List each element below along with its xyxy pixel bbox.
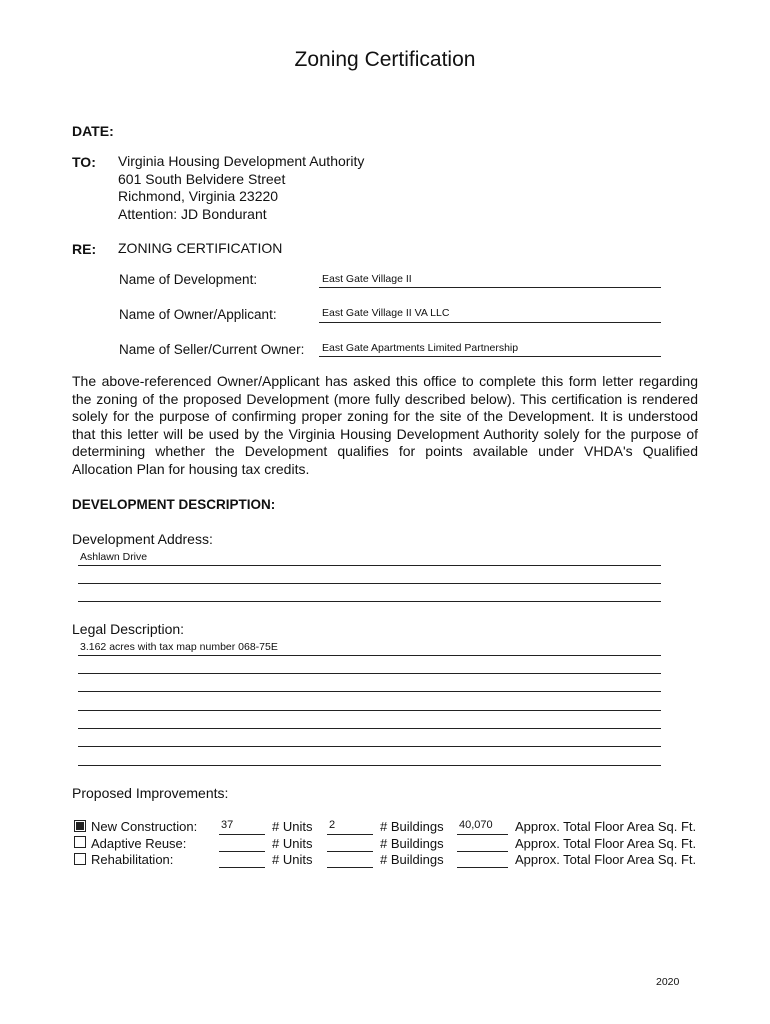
legal-line-4 — [78, 710, 661, 711]
development-description-heading: DEVELOPMENT DESCRIPTION: — [72, 497, 276, 512]
new-construction-units[interactable]: 37 — [221, 819, 234, 831]
re-subject: ZONING CERTIFICATION — [118, 240, 283, 256]
floor-area-line — [457, 867, 508, 868]
buildings-line — [327, 851, 373, 852]
recipient-address — [118, 153, 364, 223]
date-label: DATE: — [72, 123, 114, 139]
certification-paragraph: The above-referenced Owner/Applicant has asked this office to complete this form letter regarding the zoning of the proposed Development (more fully described below). This certification is rendered solely for the purpose of confirming proper zoning for the site of the Development. It is understood that this letter will be used by the Virginia Housing Development Authority solely for the purpose of determining whether the Development qualifies for points available under VHDA's Qualified Allocation Plan for housing tax credits. — [72, 373, 698, 477]
new-construction-checkbox[interactable] — [74, 820, 86, 832]
legal-description-label: Legal Description: — [72, 621, 185, 637]
recipient-line: Attention: JD Bondurant — [118, 205, 267, 222]
development-name-label: Name of Development: — [119, 272, 258, 287]
owner-applicant-value[interactable]: East Gate Village II VA LLC — [322, 307, 450, 319]
legal-line-1 — [78, 655, 661, 656]
address-line-3 — [78, 601, 661, 602]
floor-area-line — [457, 834, 508, 835]
buildings-line — [327, 867, 373, 868]
adaptive-reuse-label: Adaptive Reuse: — [91, 836, 187, 851]
page-title: Zoning Certification — [294, 48, 476, 71]
re-label: RE: — [72, 241, 97, 257]
new-construction-floor-area[interactable]: 40,070 — [459, 819, 493, 831]
recipient-line: Virginia Housing Development Authority — [118, 153, 365, 169]
units-label: # Units — [272, 836, 313, 851]
floor-area-label: Approx. Total Floor Area Sq. Ft. — [515, 836, 697, 851]
legal-line-2 — [78, 673, 661, 674]
address-line-2 — [78, 583, 661, 584]
owner-applicant-line — [319, 322, 661, 323]
legal-line-5 — [78, 728, 661, 729]
rehabilitation-label: Rehabilitation: — [91, 852, 174, 867]
seller-owner-line — [319, 356, 661, 357]
units-line — [219, 834, 265, 835]
new-construction-label: New Construction: — [91, 819, 198, 834]
legal-description-value[interactable]: 3.162 acres with tax map number 068-75E — [80, 641, 278, 653]
seller-owner-value[interactable]: East Gate Apartments Limited Partnership — [322, 342, 519, 354]
legal-line-6 — [78, 746, 661, 747]
recipient-line: Richmond, Virginia 23220 — [118, 188, 279, 204]
rehabilitation-checkbox[interactable] — [74, 853, 86, 865]
buildings-line — [327, 834, 373, 835]
to-label: TO: — [72, 154, 96, 170]
legal-line-3 — [78, 691, 661, 692]
development-address-label: Development Address: — [72, 531, 213, 547]
new-construction-buildings[interactable]: 2 — [329, 819, 336, 831]
floor-area-label: Approx. Total Floor Area Sq. Ft. — [515, 852, 697, 867]
floor-area-label: Approx. Total Floor Area Sq. Ft. — [515, 819, 697, 834]
address-line-1 — [78, 565, 661, 566]
legal-line-7 — [78, 765, 661, 766]
adaptive-reuse-checkbox[interactable] — [74, 836, 86, 848]
recipient-line: 601 South Belvidere Street — [118, 170, 286, 187]
proposed-improvements-label: Proposed Improvements: — [72, 785, 229, 801]
development-name-line — [319, 287, 661, 288]
seller-owner-label: Name of Seller/Current Owner: — [119, 342, 305, 357]
buildings-label: # Buildings — [380, 836, 444, 851]
buildings-label: # Buildings — [380, 852, 444, 867]
units-line — [219, 851, 265, 852]
development-address-value[interactable]: Ashlawn Drive — [80, 551, 148, 563]
units-line — [219, 867, 265, 868]
buildings-label: # Buildings — [380, 819, 444, 834]
units-label: # Units — [272, 852, 313, 867]
units-label: # Units — [272, 819, 313, 834]
development-name-value[interactable]: East Gate Village II — [322, 273, 412, 285]
floor-area-line — [457, 851, 508, 852]
footer-year: 2020 — [656, 976, 680, 988]
owner-applicant-label: Name of Owner/Applicant: — [119, 307, 277, 322]
